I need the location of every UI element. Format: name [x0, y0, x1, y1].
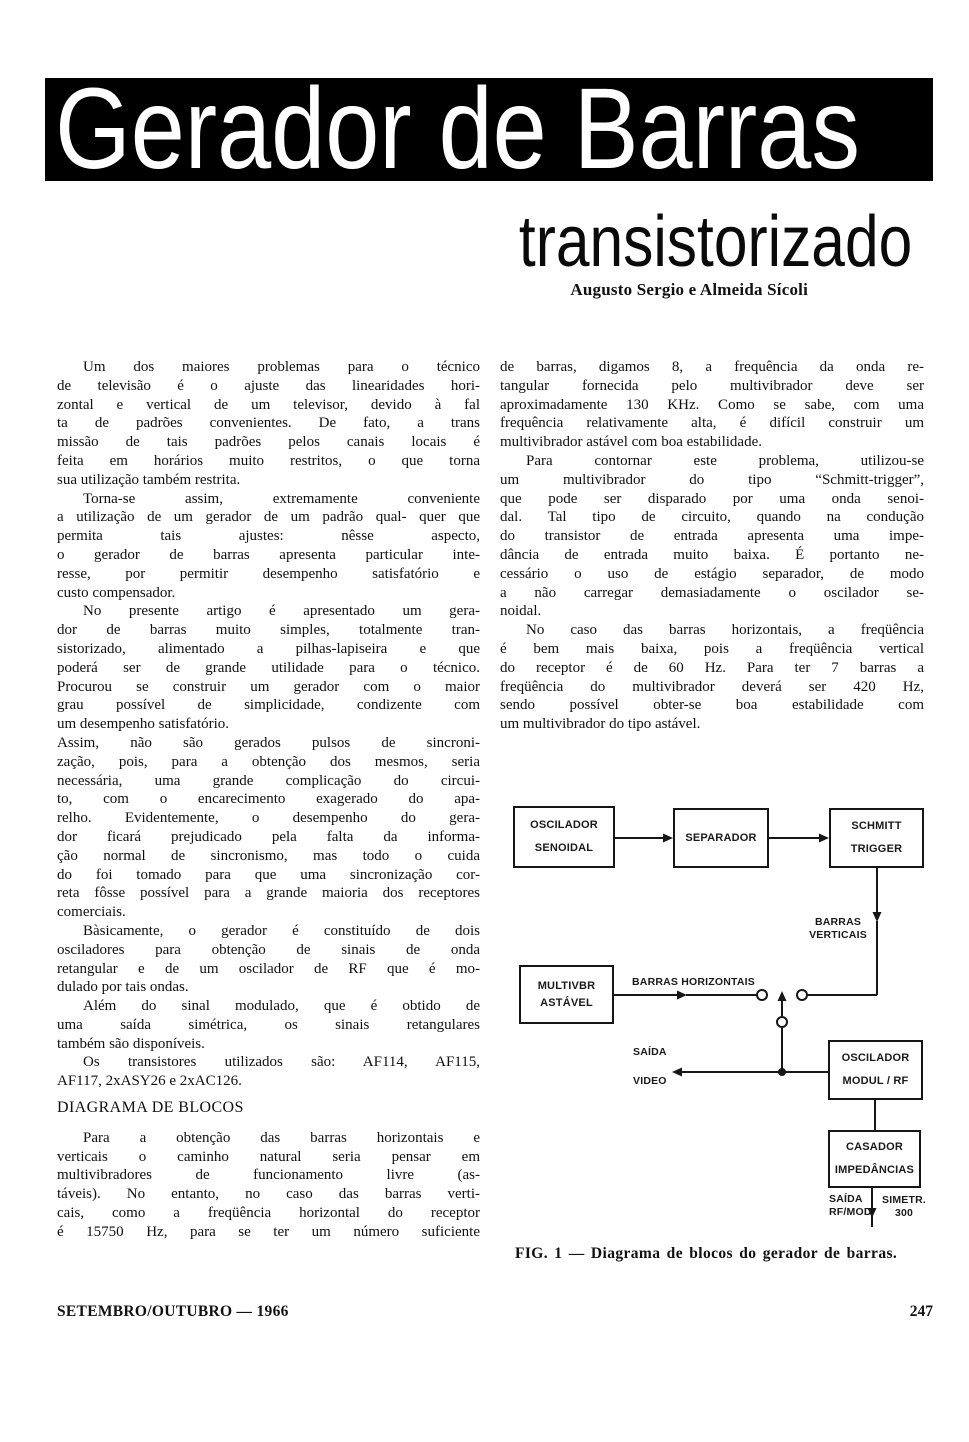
label-simetr-300 — [880, 1194, 928, 1220]
text-line: um multivibrador do tipo “Schmitt-trigger”, — [500, 471, 924, 488]
text-line: osciladores para obtenção de sinais de onda — [57, 941, 480, 958]
text-line: verticais o caminho natural seria pensar em — [57, 1148, 480, 1165]
block-label: IMPEDÂNCIAS — [834, 1164, 915, 1176]
text-line: poderá ser de grande utilidade para o técnico. — [57, 659, 480, 676]
text-line: AF117, 2xASY26 e 2xAC126. — [57, 1073, 242, 1090]
block-schmitt-trigger — [829, 808, 924, 868]
text-line: sendo possível obter-se boa estabilidade com — [500, 697, 924, 714]
title-banner — [45, 65, 933, 193]
text-line: freqüência do multivibrador deverá ser 420 Hz, — [500, 678, 924, 695]
text-line: noidal. — [500, 603, 542, 620]
paragraph — [57, 922, 480, 997]
text-line: multivibrador astável com boa estabilidade. — [500, 434, 763, 451]
label-barras-verticais — [804, 916, 872, 942]
text-line: que pode ser disparado por uma onda senoi- — [500, 490, 924, 507]
text-line: zontal e vertical de um televisor, devido à fal — [57, 396, 480, 413]
figure-caption: FIG. 1 — Diagrama de blocos do gerador de barras. — [515, 1245, 898, 1262]
paragraph — [57, 997, 480, 1053]
text-line: custo compensador. — [57, 584, 176, 601]
label-line: VERTICAIS — [809, 929, 867, 941]
text-line: necessária, uma grande complicação do circui- — [57, 772, 480, 789]
text-line: Para contornar este problema, utilizou-se — [526, 452, 924, 469]
block-casador-impedancias — [828, 1130, 921, 1188]
block-label: CASADOR — [845, 1141, 903, 1153]
paragraph — [57, 1129, 480, 1242]
block-separador — [673, 808, 769, 868]
text-line: Assim, não são gerados pulsos de sincroni- — [57, 734, 480, 751]
block-label: ASTÁVEL — [540, 996, 593, 1009]
text-line: grau possível de simplicidade, condizente com — [57, 697, 480, 714]
text-line: um desempenho satisfatório. — [57, 716, 230, 733]
text-line: comerciais. — [57, 904, 126, 921]
text-line: cessário o uso de estágio separador, de modo — [500, 565, 924, 582]
paragraph — [57, 734, 480, 922]
block-label: TRIGGER — [850, 843, 903, 855]
text-line: Para a obtenção das barras horizontais e — [83, 1129, 480, 1146]
right-column — [500, 358, 924, 734]
text-line: ção normal de sincronismo, mas todo o cuida — [57, 847, 480, 864]
text-line: ta de padrões convenientes. De fato, a trans — [57, 415, 480, 432]
label-barras-horizontais: BARRAS HORIZONTAIS — [632, 976, 755, 988]
text-line: feita em horários muito restritos, o que torna — [57, 452, 480, 469]
paragraph — [57, 490, 480, 603]
section-heading: DIAGRAMA DE BLOCOS — [57, 1099, 244, 1117]
text-line: do transistor de entrada apresenta uma impe- — [500, 528, 924, 545]
label-line: RF/MOD — [829, 1206, 872, 1218]
text-line: missão de tais padrões pelos canais locais é — [57, 434, 480, 451]
text-line: do receptor é de 60 Hz. Para ter 7 barras a — [500, 659, 924, 676]
text-line: de televisão é o ajuste das linearidades hori- — [57, 377, 480, 394]
text-line: também são disponíveis. — [57, 1035, 205, 1052]
text-line: táveis). No entanto, no caso das barras verti- — [57, 1186, 480, 1203]
text-line: No presente artigo é apresentado um gera- — [83, 603, 480, 620]
text-line: reta fôsse possível para a grande maioria dos receptores — [57, 885, 480, 902]
text-line: é 15750 Hz, para se ter um número suficiente — [57, 1223, 480, 1240]
text-line: multivibradores de funcionamento livre (as- — [57, 1167, 480, 1184]
block-label: MULTIVBR — [537, 979, 596, 992]
block-diagram — [500, 790, 935, 1240]
paragraph — [57, 602, 480, 734]
byline: Augusto Sergio e Almeida Sícoli — [570, 280, 808, 299]
text-line: dor de barras muito simples, totalmente tran- — [57, 622, 480, 639]
text-line: resse, por permitir desempenho satisfatório e — [57, 565, 480, 582]
block-label: OSCILADOR — [841, 1052, 910, 1064]
label-line: 300 — [894, 1207, 914, 1219]
label-line: BARRAS — [814, 916, 862, 928]
block-oscilador-modul-rf — [828, 1040, 923, 1100]
left-column — [57, 358, 480, 1242]
text-line: o gerador de barras apresenta particular inte- — [57, 546, 480, 563]
text-line: Além do sinal modulado, que é obtido de — [83, 998, 480, 1015]
label-line: SIMETR. — [882, 1194, 926, 1206]
block-oscilador-senoidal — [513, 806, 615, 868]
text-line: dal. Tal tipo de circuito, quando na condução — [500, 509, 924, 526]
text-line: permita tais ajustes: nêsse aspecto, — [57, 528, 480, 545]
label-line: SAÍDA — [829, 1193, 863, 1205]
text-line: dulado por tais ondas. — [57, 979, 189, 996]
text-line: Torna-se assim, extremamente conveniente — [83, 490, 480, 507]
page-title: Gerador de Barras — [55, 65, 860, 193]
text-line: é bem mais baixa, pois a freqüência vertical — [500, 640, 924, 657]
text-line: retangular e de um oscilador de RF que é mo- — [57, 960, 480, 977]
label-saida-rf-mod — [829, 1193, 872, 1219]
text-line: Bàsicamente, o gerador é constituído de dois — [83, 922, 480, 939]
block-label: OSCILADOR — [530, 819, 598, 831]
page-subtitle: transistorizado — [518, 202, 912, 282]
footer-page-number: 247 — [909, 1303, 933, 1320]
text-line: de barras, digamos 8, a frequência da onda re- — [500, 359, 924, 375]
text-line: to, com o encarecimento exagerado do apa- — [57, 791, 480, 808]
text-line: relho. Evidentemente, o desempenho do gera- — [57, 810, 480, 827]
text-line: do foi tomado para que uma sincronização cor- — [57, 866, 480, 883]
text-line: tangular fornecida pelo multivibrador deve ser — [500, 377, 924, 394]
paragraph — [57, 1053, 480, 1091]
text-line: aproximadamente 130 KHz. Como se sabe, com uma — [500, 396, 924, 413]
text-line: dância de entrada muito baixa. É portanto ne- — [500, 546, 924, 563]
text-line: uma saída simétrica, os sinais retangulares — [57, 1016, 480, 1033]
block-label: SCHMITT — [851, 820, 902, 832]
footer-issue-date: SETEMBRO/OUTUBRO — 1966 — [57, 1303, 289, 1320]
text-line: zação, pois, para a obtenção dos mesmos, seria — [57, 753, 480, 770]
text-line: a não carregar demasiadamente o oscilador se- — [500, 584, 924, 601]
block-label: SEPARADOR — [685, 831, 757, 844]
block-label: MODUL / RF — [842, 1075, 909, 1087]
text-line: sistorizado, alimentado a pilhas-lapiseira e que — [57, 640, 480, 657]
block-label: SENOIDAL — [534, 842, 594, 854]
paragraph — [500, 452, 924, 621]
block-multivbr-astavel — [519, 965, 614, 1024]
text-line: frequência relativamente alta, é difícil construir um — [500, 415, 924, 432]
text-line: sua utilização também restrita. — [57, 471, 241, 488]
text-line: dor ficará prejudicado pela falta da informa- — [57, 828, 480, 845]
paragraph — [500, 621, 924, 734]
paragraph — [500, 358, 924, 452]
label-saida-video-1: SAÍDA — [633, 1046, 667, 1058]
text-line: a utilização de um gerador de um padrão qual- quer que — [57, 509, 480, 526]
text-line: cais, como a freqüência horizontal do receptor — [57, 1205, 480, 1222]
text-line: Um dos maiores problemas para o técnico — [83, 359, 480, 375]
text-line: um multivibrador do tipo astável. — [500, 716, 701, 733]
label-saida-video-2: VIDEO — [633, 1075, 667, 1087]
text-line: No caso das barras horizontais, a freqüência — [526, 622, 924, 639]
text-line: Procurou se construir um gerador com o maior — [57, 678, 480, 695]
text-line: Os transistores utilizados são: AF114, AF115, — [83, 1054, 480, 1071]
paragraph — [57, 358, 480, 490]
